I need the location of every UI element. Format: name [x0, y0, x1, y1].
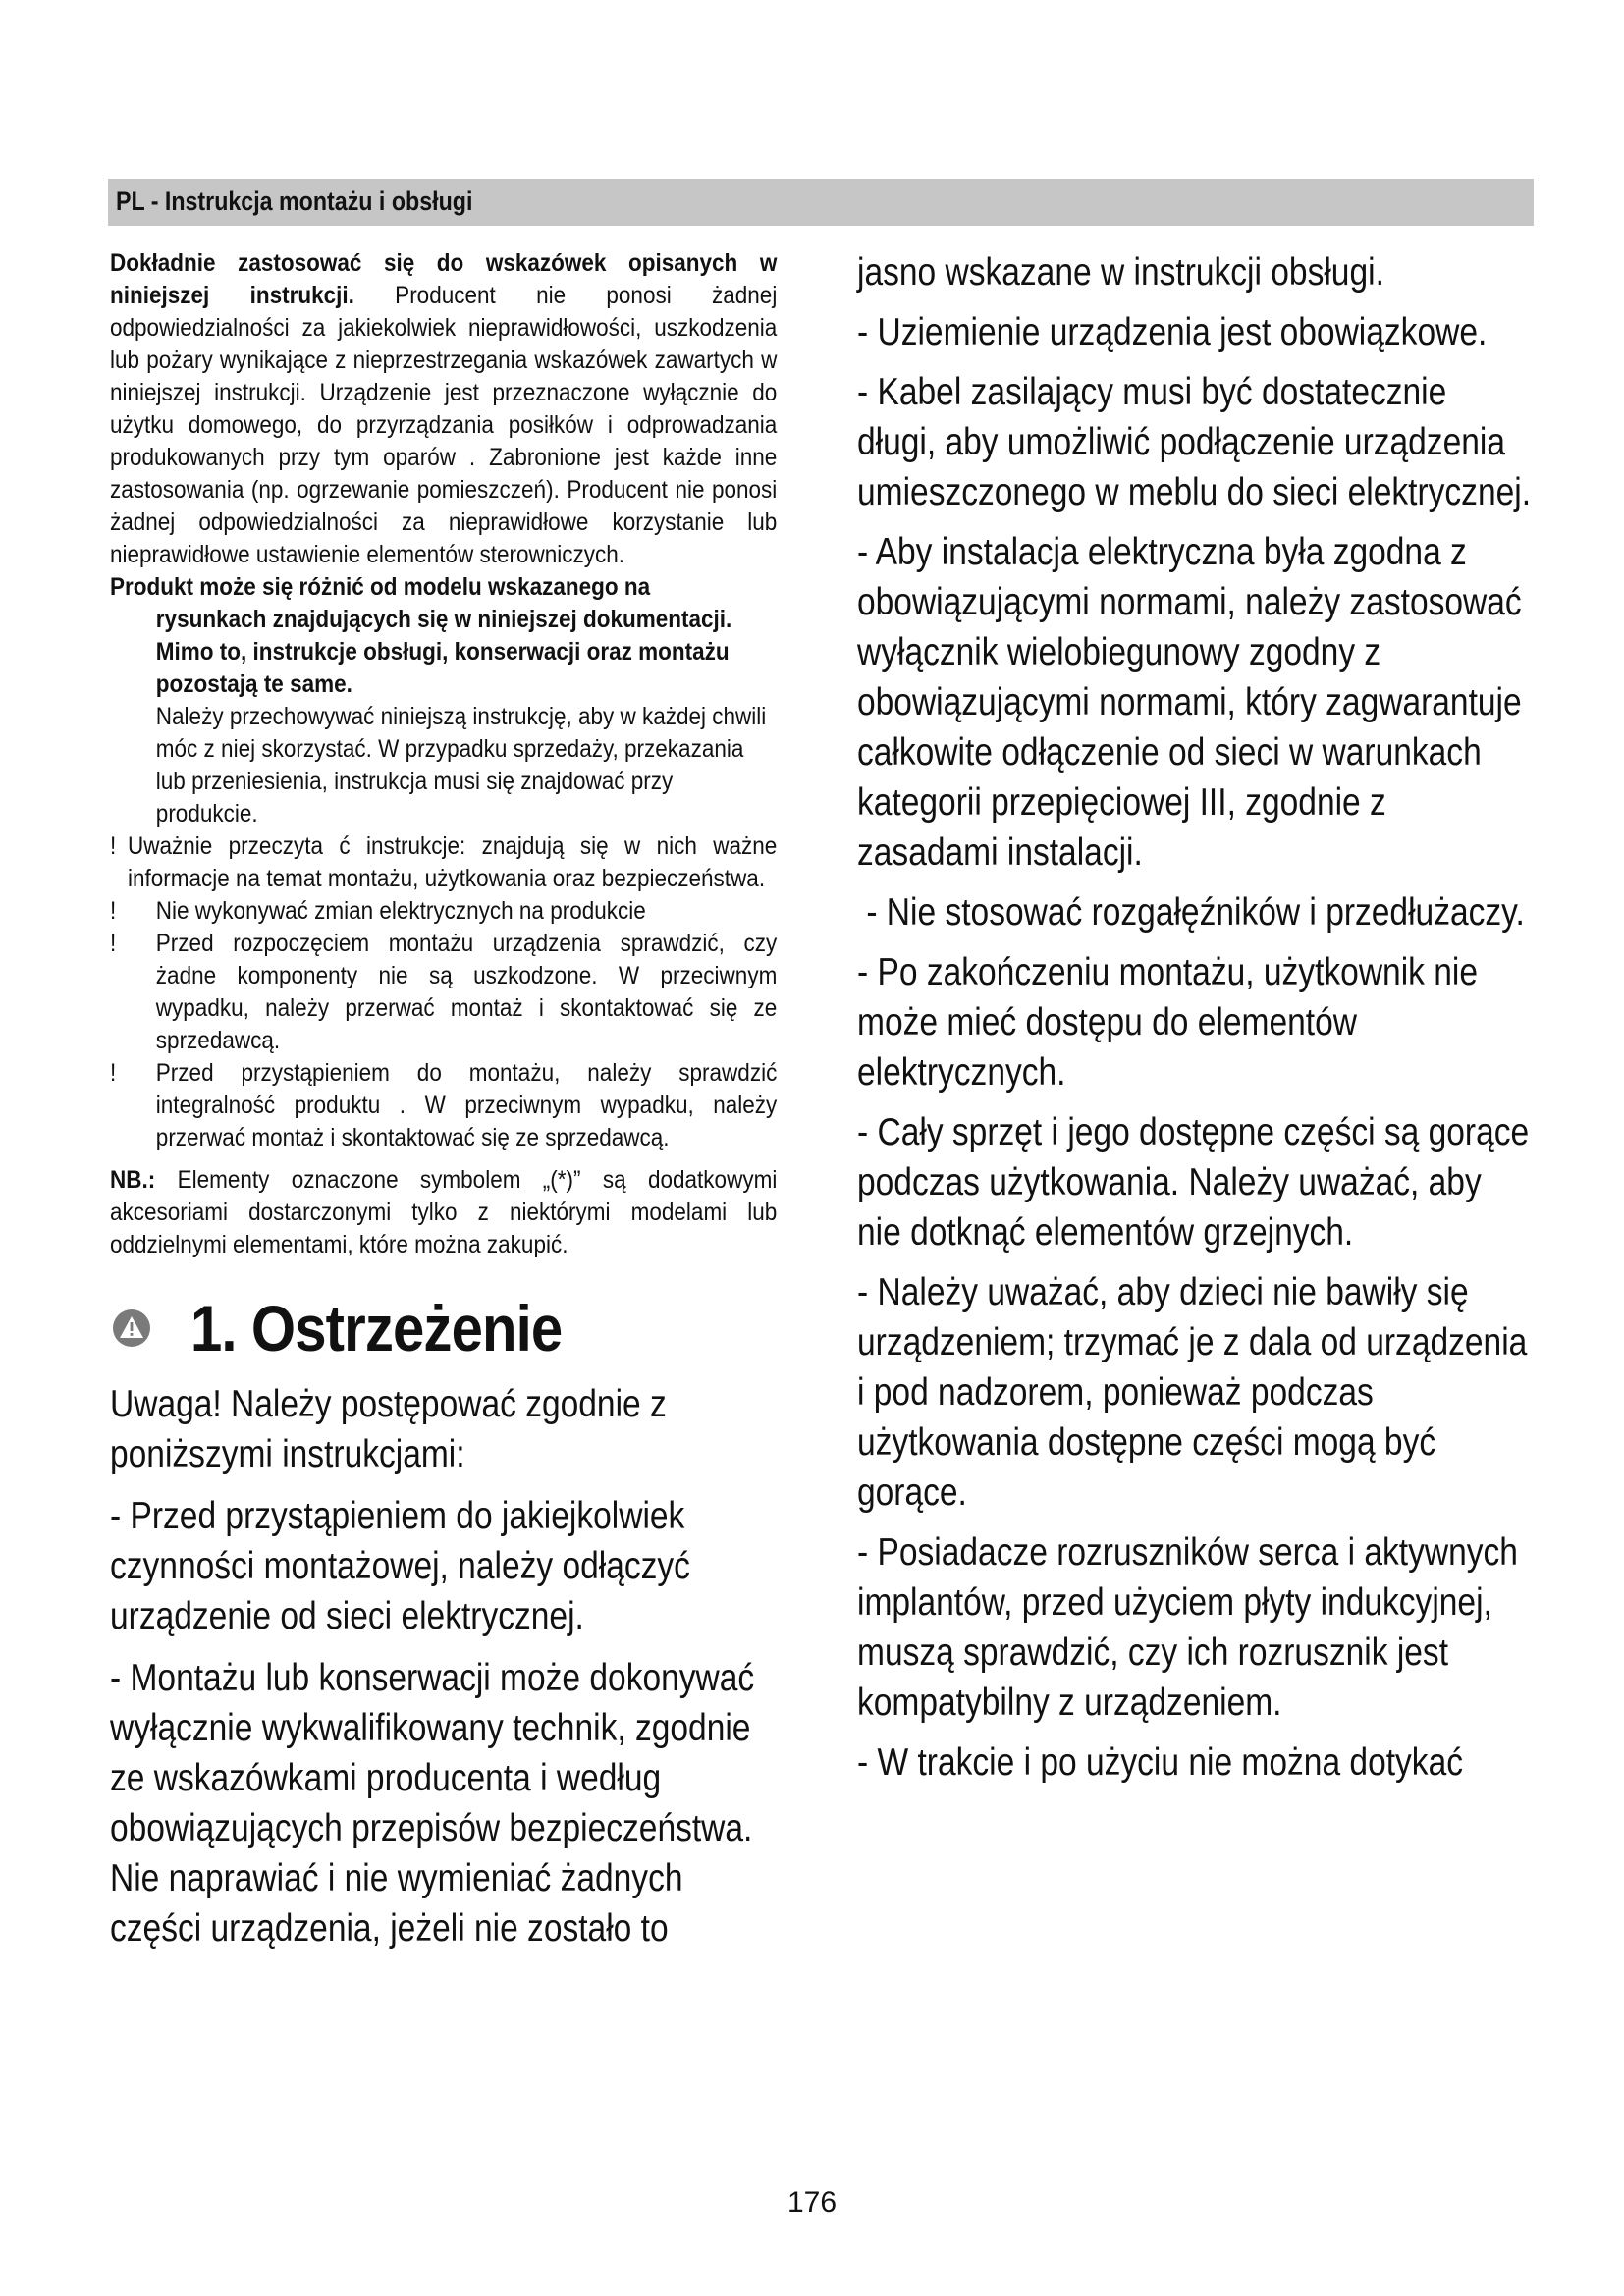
right-paragraph: - Po zakończeniu montażu, użytkownik nie może mieć dostępu do elementów elektrycznych. — [857, 951, 1478, 1094]
variant-note-first-line: Produkt może się różnić od modelu wskazanego na — [110, 573, 651, 601]
right-column — [857, 247, 1532, 1797]
intro-bold-lead: Dokładnie zastosować się do wskazówek opisanych w niniejszej instrukcji. — [110, 249, 778, 309]
exclamation-icon: ! — [110, 897, 117, 925]
intro-body: Producent nie ponosi żadnej odpowiedzialności za jakiekolwiek nieprawidłowości, uszkodzenia lub pożary wynikające z nieprzestrzegania wskazówek zawartych w niniejszej instrukcji. Urządzenie jest przeznaczone wyłącznie do użytku domowego, do przyrządzania posiłków i odprowadzania produkowanych przy tym oparów . Zabronione jest każde inne zastosowania (np. ogrzewanie pomieszczeń). Producent nie ponosi żadnej odpowiedzialności za nieprawidłowe korzystanie lub nieprawidłowe ustawienie elementów sterowniczych. — [110, 282, 778, 568]
warning-triangle-icon — [112, 1308, 151, 1348]
exclamation-icon: ! — [110, 1059, 117, 1087]
warning-item-2 — [110, 895, 777, 928]
warning-item-3 — [110, 928, 777, 1057]
left-paragraph: - Przed przystąpieniem do jakiejkolwiek czynności montażowej, należy odłączyć urządzenie od sieci elektrycznej. — [110, 1495, 690, 1637]
warning-item-1 — [110, 830, 777, 895]
right-paragraph: - Cały sprzęt i jego dostępne części są gorące podczas użytkowania. Należy uważać, aby nie dotknąć elementów grzejnych. — [857, 1111, 1530, 1254]
warning-item-4 — [110, 1057, 777, 1154]
right-paragraph: - Posiadacze rozruszników serca i aktywnych implantów, przed użyciem płyty indukcyjnej, muszą sprawdzić, czy ich rozrusznik jest kompatybilny z urządzeniem. — [857, 1531, 1518, 1724]
right-paragraph: - W trakcie i po użyciu nie można dotykać — [857, 1741, 1464, 1784]
nb-note — [110, 1164, 777, 1261]
warning-text: Przed przystąpieniem do montażu, należy sprawdzić integralność produktu . W przeciwnym wypadku, należy przerwać montaż i skontaktować się ze sprzedawcą. — [155, 1059, 778, 1151]
nb-label: NB.: — [110, 1166, 156, 1194]
left-paragraph: Uwaga! Należy postępować zgodnie z poniższymi instrukcjami: — [110, 1383, 667, 1475]
section-title: 1. Ostrzeżenie — [190, 1292, 563, 1364]
page-number: 176 — [786, 2186, 838, 2218]
section-heading — [110, 1291, 778, 1365]
right-warning-text — [857, 247, 1532, 1788]
header-title: PL - Instrukcja montażu i obsługi — [116, 187, 473, 216]
header-bar — [108, 179, 1534, 226]
warning-text: Przed rozpoczęciem montażu urządzenia sprawdzić, czy żadne komponenty nie są uszkodzone. W przeciwnym wypadku, należy przerwać montaż i skontaktować się ze sprzedawcą. — [155, 930, 778, 1054]
nb-text: Elementy oznaczone symbolem „(*)” są dodatkowymi akcesoriami dostarczonymi tylko z niektórymi modelami lub oddzielnymi elementami, które można zakupić. — [110, 1166, 778, 1258]
left-column — [110, 247, 778, 1965]
variant-note-rest: rysunkach znajdujących się w niniejszej dokumentacji. Mimo to, instrukcje obsługi, konserwacji oraz montażu pozostają te same. — [155, 606, 732, 698]
right-paragraph: - Aby instalacja elektryczna była zgodna z obowiązującymi normami, należy zastosować wyłącznik wielobiegunowy zgodny z obowiązującymi normami, który zagwarantuje całkowite odłączenie od sieci w warunkach kategorii przepięciowej III, zgodnie z zasadami instalacji. — [857, 531, 1522, 874]
left-paragraph: - Montażu lub konserwacji może dokonywać wyłącznie wykwalifikowany technik, zgodnie ze wskazówkami producenta i według obowiązujących przepisów bezpieczeństwa. Nie naprawiać i nie wymieniać żadnych części urządzenia, jeżeli nie zostało to — [110, 1657, 755, 1949]
warning-text: Uważnie przeczyta ć instrukcje: znajdują się w nich ważne informacje na temat montażu, użytkowania oraz bezpieczeństwa. — [128, 832, 778, 892]
left-warning-text — [110, 1379, 778, 1953]
right-paragraph: - Kabel zasilający musi być dostatecznie długi, aby umożliwić podłączenie urządzenia umieszczonego w meblu do sieci elektrycznej. — [857, 371, 1532, 513]
keep-manual-note: Należy przechowywać niniejszą instrukcję, aby w każdej chwili móc z niej skorzystać. W przypadku sprzedaży, przekazania lub przeniesienia, instrukcja musi się znajdować przy produkcie. — [155, 703, 767, 828]
right-paragraph: jasno wskazane w instrukcji obsługi. — [857, 251, 1384, 294]
exclamation-icon: ! — [110, 832, 117, 860]
warning-text: Nie wykonywać zmian elektrycznych na produkcie — [155, 897, 646, 925]
right-paragraph: - Należy uważać, aby dzieci nie bawiły się urządzeniem; trzymać je z dala od urządzenia i pod nadzorem, ponieważ podczas użytkowania dostępne części mogą być gorące. — [857, 1271, 1528, 1514]
right-paragraph: - Uziemienie urządzenia jest obowiązkowe. — [857, 311, 1488, 353]
exclamation-icon: ! — [110, 930, 117, 957]
intro-paragraph-1 — [110, 247, 777, 571]
intro-block — [110, 247, 778, 1261]
right-paragraph: - Nie stosować rozgałęźników i przedłużaczy. — [857, 891, 1525, 934]
